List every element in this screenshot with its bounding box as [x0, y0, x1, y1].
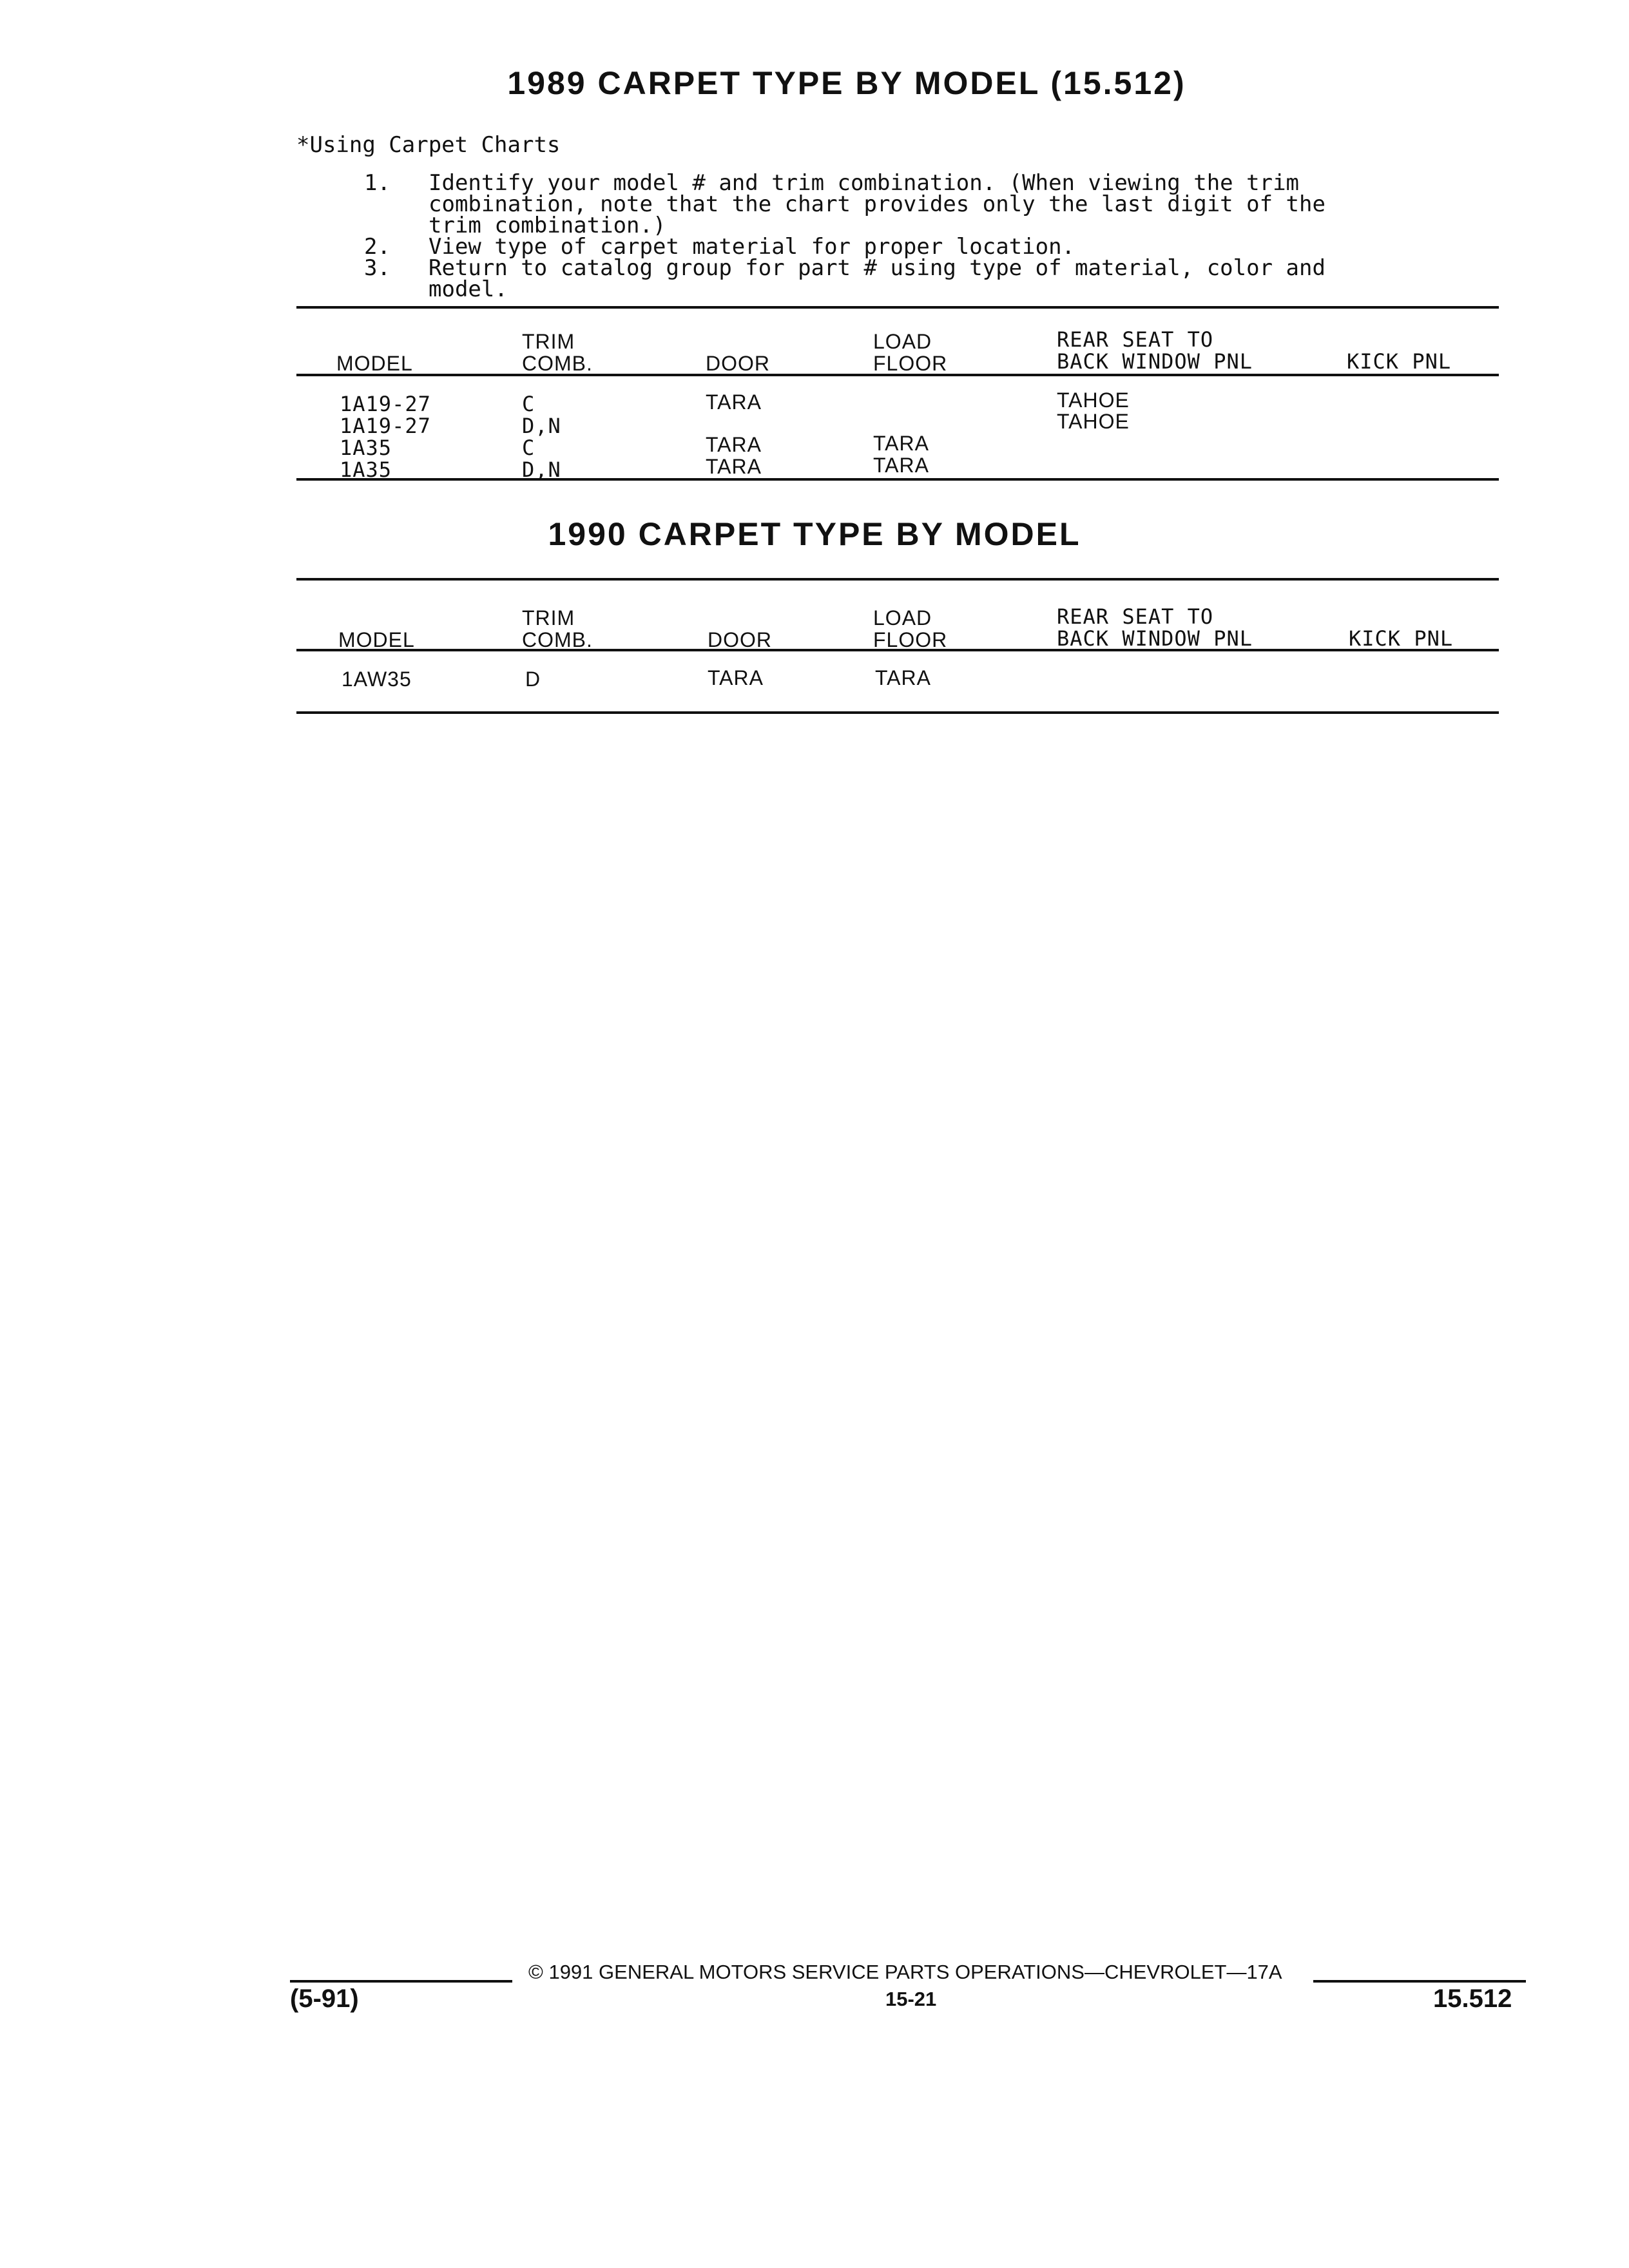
footer-rule — [1313, 1980, 1526, 1983]
footer-rule — [290, 1980, 512, 1983]
footer-date-code: (5-91) — [290, 1984, 359, 2013]
cell-door: TARA — [706, 390, 762, 414]
instruction-step — [364, 255, 1537, 302]
step-text: View type of carpet material for proper location. — [429, 234, 1075, 260]
col-header-load-floor: LOAD FLOOR — [873, 330, 948, 375]
col-header-door: DOOR — [706, 352, 770, 375]
cell-door: TARA — [706, 455, 762, 478]
cell-model: 1A35 — [340, 457, 392, 482]
col-header-rear-seat: REAR SEAT TO BACK WINDOW PNL — [1057, 604, 1253, 651]
cell-rear: TAHOE — [1057, 410, 1130, 433]
cell-model: 1A35 — [340, 436, 392, 460]
cell-trim: D — [525, 668, 541, 691]
col-header-trim: TRIM COMB. — [522, 606, 593, 651]
step-number: 3. — [364, 255, 390, 281]
col-header-kick-pnl: KICK PNL — [1347, 349, 1452, 374]
footer-section-number: 15.512 — [1433, 1984, 1512, 2013]
col-header-trim: TRIM COMB. — [522, 330, 593, 375]
cell-door: TARA — [708, 666, 764, 689]
instruction-list — [364, 170, 1537, 302]
table-rule — [296, 478, 1499, 481]
chart-title-1990: 1990 CARPET TYPE BY MODEL — [548, 516, 1081, 552]
step-number: 2. — [364, 234, 390, 260]
intro-heading: *Using Carpet Charts — [296, 132, 561, 158]
col-header-model: MODEL — [338, 628, 415, 651]
col-header-model: MODEL — [336, 352, 413, 375]
footer-page-number: 15-21 — [885, 1988, 937, 2010]
cell-model: 1A19-27 — [340, 392, 431, 416]
cell-trim: D,N — [522, 414, 561, 438]
cell-trim: D,N — [522, 457, 561, 482]
cell-load: TARA — [875, 666, 931, 689]
chart-title-1989: 1989 CARPET TYPE BY MODEL (15.512) — [507, 65, 1186, 101]
cell-load: TARA — [873, 454, 929, 477]
table-rule — [296, 374, 1499, 376]
col-header-rear-seat: REAR SEAT TO BACK WINDOW PNL — [1057, 327, 1253, 374]
col-header-kick-pnl: KICK PNL — [1349, 626, 1454, 651]
cell-trim: C — [522, 392, 535, 416]
table-rule — [296, 711, 1499, 714]
table-rule — [296, 578, 1499, 581]
cell-door: TARA — [706, 433, 762, 456]
step-text: Identify your model # and trim combination. (When viewing the trim combination, note that the chart provides only the last digit of the trim combination.) — [429, 170, 1325, 238]
step-number: 1. — [364, 170, 390, 196]
col-header-load-floor: LOAD FLOOR — [873, 606, 948, 651]
table-rule — [296, 306, 1499, 309]
cell-model: 1A19-27 — [340, 414, 431, 438]
step-text: Return to catalog group for part # using type of material, color and model. — [429, 255, 1325, 302]
cell-model: 1AW35 — [342, 668, 412, 691]
instruction-step — [364, 170, 1537, 238]
col-header-door: DOOR — [708, 628, 772, 651]
cell-rear: TAHOE — [1057, 389, 1130, 412]
table-rule — [296, 649, 1499, 651]
cell-load: TARA — [873, 432, 929, 455]
cell-trim: C — [522, 436, 535, 460]
footer-copyright: © 1991 GENERAL MOTORS SERVICE PARTS OPERATIONS—CHEVROLET—17A — [528, 1961, 1282, 1983]
